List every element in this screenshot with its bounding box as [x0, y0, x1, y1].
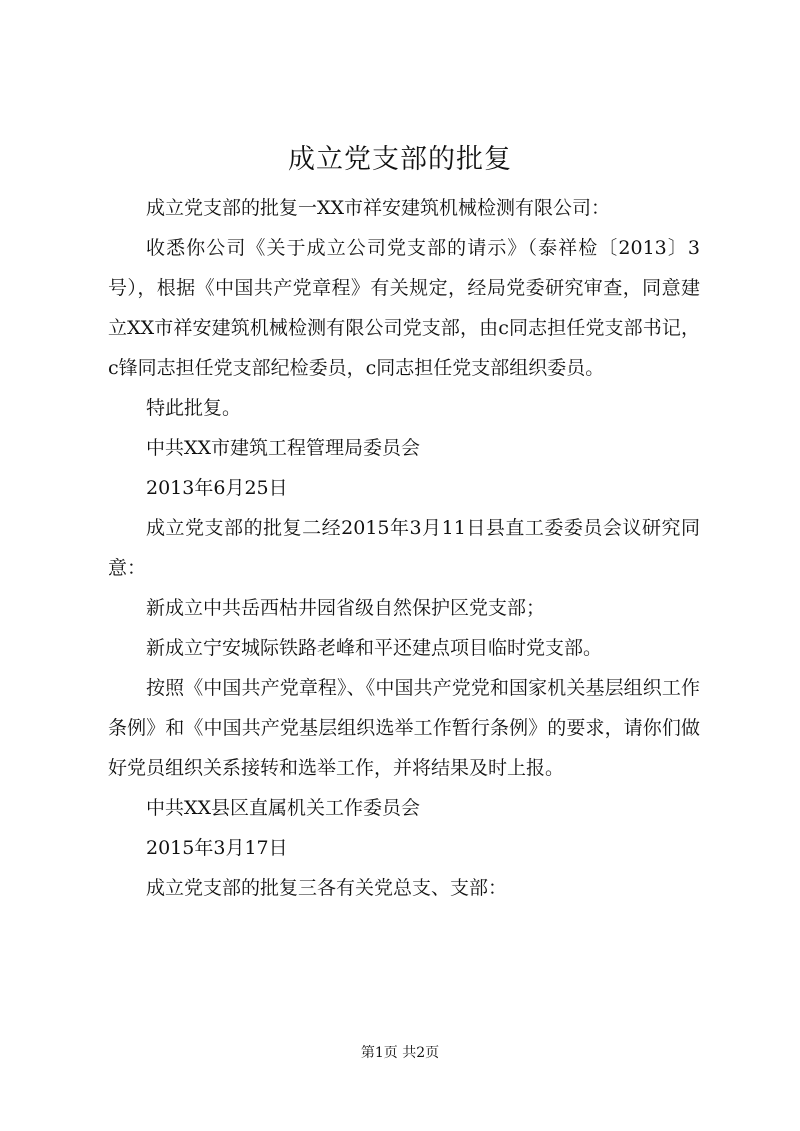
paragraph-approval-1: 收悉你公司《关于成立公司党支部的请示》（泰祥检〔2013〕3号），根据《中国共产党章程》有关规定，经局党委研究审查，同意建立XX市祥安建筑机械检测有限公司党支部，由c同志担任党支部书记，c锋同志担任党支部纪检委员，c同志担任党支部组织委员。 — [108, 237, 700, 379]
paragraph-addressee-1: 成立党支部的批复一XX市祥安建筑机械检测有限公司： — [146, 197, 611, 219]
page-footer: 第1页 共2页 — [360, 1045, 440, 1061]
paragraph-heading-2: 成立党支部的批复二经2015年3月11日县直工委委员会议研究同意： — [108, 517, 700, 579]
paragraph-date-1: 2013年6月25日 — [146, 477, 288, 499]
paragraph-issuer-2: 中共XX县区直属机关工作委员会 — [146, 797, 421, 819]
paragraph-item-2: 新成立宁安城际铁路老峰和平还建点项目临时党支部。 — [146, 637, 603, 659]
paragraph-instruction: 按照《中国共产党章程》、《中国共产党党和国家机关基层组织工作条例》和《中国共产党基层组织选举工作暂行条例》的要求，请你们做好党员组织关系接转和选举工作，并将结果及时上报。 — [108, 677, 700, 779]
paragraph-item-1: 新成立中共岳西枯井园省级自然保护区党支部； — [146, 597, 546, 619]
paragraph-issuer-1: 中共XX市建筑工程管理局委员会 — [146, 437, 421, 459]
paragraph-heading-3: 成立党支部的批复三各有关党总支、支部： — [146, 877, 508, 899]
document-title: 成立党支部的批复 — [288, 144, 512, 175]
paragraph-closing-1: 特此批复。 — [146, 397, 242, 419]
document-body — [108, 188, 700, 908]
paragraph-date-2: 2015年3月17日 — [146, 837, 288, 859]
